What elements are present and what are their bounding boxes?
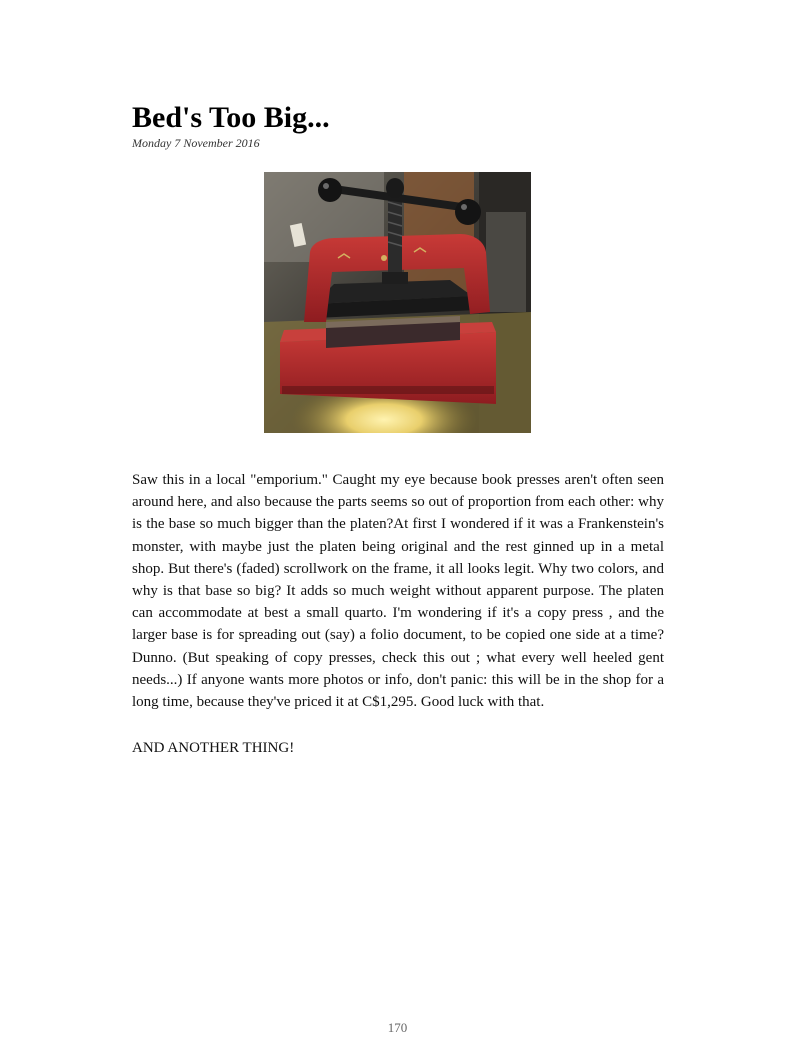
post-date: Monday 7 November 2016 — [132, 136, 260, 150]
book-press-photo — [264, 172, 531, 433]
post-body — [132, 469, 664, 713]
page-number: 170 — [387, 1020, 408, 1035]
copy-press-link[interactable]: copy press — [537, 605, 604, 622]
book-press-illustration — [264, 172, 531, 433]
another-thing-link[interactable]: AND ANOTHER THING! — [132, 740, 295, 756]
body-text-part-2: , and the larger base is for spreading out (say) a folio document, to be copied one side at a time? Dunno. (But speaking of copy presses, — [132, 605, 664, 666]
check-this-out-link[interactable]: check this out — [381, 649, 470, 666]
post-title: Bed's Too Big... — [132, 101, 330, 134]
body-text-part-3: ; what every well heeled gent needs...) If anyone wants more photos or info, don't panic: this will be in the shop for a long time, because they've priced it at C$1,295. Good luck with that. — [132, 649, 664, 711]
body-text-part-1: Saw this in a local "emporium." Caught my eye because book presses aren't often seen around here, and also because the parts seems so out of proportion from each other: why is the base so much bigger than the platen?At first I wondered if it was a Frankenstein's monster, with maybe just the platen being original and the rest ginned up in a metal shop. But there's (faded) scrollwork on the frame, it all looks legit. Why two colors, and why is that base so big? It adds so much weight without apparent purpose. The platen can accommodate at best a small quarto. I'm wondering if it's a — [132, 472, 664, 622]
